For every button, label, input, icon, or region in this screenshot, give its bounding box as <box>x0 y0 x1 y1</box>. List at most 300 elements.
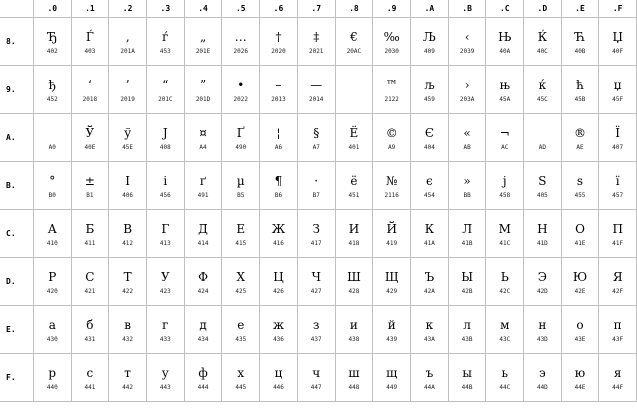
cell-glyph: Б <box>85 221 95 236</box>
code-cell <box>184 18 222 66</box>
cell-unicode-code: 2019 <box>120 95 135 103</box>
cell-unicode-code: 201D <box>195 95 211 103</box>
table-row <box>0 258 637 306</box>
table-row <box>0 306 637 354</box>
code-cell <box>71 306 109 354</box>
cell-unicode-code: 41D <box>536 239 548 247</box>
cell-unicode-code: 439 <box>386 335 398 343</box>
cell-glyph: ї <box>615 173 620 188</box>
code-cell <box>373 258 411 306</box>
cell-unicode-code: 419 <box>386 239 398 247</box>
row-header: E. <box>0 306 34 354</box>
code-cell <box>524 210 562 258</box>
code-cell <box>34 114 72 162</box>
code-cell <box>411 210 449 258</box>
cell-unicode-code: 451 <box>348 191 360 199</box>
code-cell <box>260 306 298 354</box>
column-header: .5 <box>222 0 260 18</box>
cell-unicode-code: 424 <box>197 287 209 295</box>
code-cell <box>34 354 72 402</box>
code-cell <box>411 258 449 306</box>
column-header: .D <box>524 0 562 18</box>
cell-glyph: ¬ <box>499 125 510 140</box>
column-header-row <box>0 0 637 18</box>
cell-unicode-code: 41F <box>612 239 624 247</box>
cell-glyph: Љ <box>422 29 436 44</box>
cell-unicode-code: 44B <box>461 383 473 391</box>
code-cell <box>411 162 449 210</box>
cell-glyph: н <box>538 317 547 332</box>
cell-glyph: г <box>162 317 169 332</box>
cell-unicode-code: 438 <box>348 335 360 343</box>
code-cell <box>184 66 222 114</box>
code-cell <box>34 18 72 66</box>
code-cell <box>486 162 524 210</box>
code-cell <box>486 66 524 114</box>
cell-unicode-code: 40B <box>574 47 586 55</box>
code-cell <box>373 162 411 210</box>
cell-unicode-code: 2014 <box>308 95 324 103</box>
cell-unicode-code: 445 <box>235 383 247 391</box>
cell-unicode-code: 43E <box>574 335 586 343</box>
code-cell <box>71 258 109 306</box>
cell-unicode-code: A4 <box>199 143 207 151</box>
cell-unicode-code: AD <box>538 143 546 151</box>
code-cell <box>109 354 147 402</box>
cell-glyph <box>524 126 561 140</box>
cell-glyph: И <box>348 221 360 236</box>
cell-glyph: з <box>312 317 320 332</box>
codepage-table-body <box>0 18 637 402</box>
code-cell <box>448 18 486 66</box>
code-cell <box>184 258 222 306</box>
cell-glyph: ч <box>312 365 321 380</box>
code-cell <box>599 258 637 306</box>
cell-unicode-code: 433 <box>159 335 171 343</box>
table-row <box>0 210 637 258</box>
row-header: 8. <box>0 18 34 66</box>
cell-glyph: Ь <box>500 269 509 284</box>
code-cell <box>561 354 599 402</box>
cell-unicode-code: 41A <box>423 239 435 247</box>
code-cell <box>448 354 486 402</box>
cell-glyph: Р <box>48 269 57 284</box>
cell-glyph: Г <box>161 221 170 236</box>
code-cell <box>335 258 373 306</box>
cell-glyph: Я <box>612 269 623 284</box>
code-cell <box>335 18 373 66</box>
cell-glyph: Џ <box>612 29 623 44</box>
code-cell <box>71 18 109 66</box>
cell-unicode-code: 446 <box>273 383 284 391</box>
cell-unicode-code: 437 <box>310 335 322 343</box>
cell-unicode-code: 420 <box>46 287 58 295</box>
cell-unicode-code: 44A <box>423 383 435 391</box>
cell-unicode-code: 201E <box>195 47 211 55</box>
cell-glyph: ¤ <box>199 125 207 140</box>
cell-glyph: µ <box>236 173 245 188</box>
cell-unicode-code: 44D <box>536 383 548 391</box>
code-cell <box>599 306 637 354</box>
cell-glyph: Ў <box>85 125 95 140</box>
code-cell <box>146 114 184 162</box>
column-header: .9 <box>373 0 411 18</box>
cell-unicode-code: 440 <box>46 383 58 391</box>
cell-glyph: · <box>314 173 319 188</box>
cell-glyph: У <box>160 269 170 284</box>
code-cell <box>71 162 109 210</box>
code-cell <box>373 210 411 258</box>
code-cell <box>297 258 335 306</box>
code-cell <box>561 66 599 114</box>
table-row <box>0 66 637 114</box>
cell-glyph: » <box>463 173 471 188</box>
cell-unicode-code: 404 <box>423 143 435 151</box>
cell-glyph: и <box>349 317 358 332</box>
cell-glyph: ‚ <box>125 29 130 44</box>
cell-glyph: Ѕ <box>538 173 547 188</box>
cell-unicode-code: 43B <box>461 335 473 343</box>
code-cell <box>260 258 298 306</box>
cell-unicode-code: B7 <box>312 191 320 199</box>
code-cell <box>260 354 298 402</box>
cell-glyph: р <box>48 365 57 380</box>
code-cell <box>260 114 298 162</box>
cell-unicode-code: 425 <box>235 287 247 295</box>
cell-unicode-code: 406 <box>122 191 134 199</box>
cell-glyph: Д <box>198 221 208 236</box>
cell-glyph: ’ <box>125 77 130 92</box>
column-header: .F <box>599 0 637 18</box>
cell-glyph: • <box>237 77 245 92</box>
code-cell <box>335 162 373 210</box>
cell-unicode-code: 436 <box>273 335 284 343</box>
cell-glyph: л <box>463 317 471 332</box>
cell-unicode-code: 432 <box>122 335 134 343</box>
cell-unicode-code: 431 <box>84 335 96 343</box>
cell-glyph: Ф <box>198 269 209 284</box>
code-cell <box>561 162 599 210</box>
code-cell <box>109 306 147 354</box>
cell-glyph: Ю <box>572 269 588 284</box>
cell-glyph: Њ <box>498 29 512 44</box>
cell-unicode-code: 426 <box>273 287 284 295</box>
cell-glyph: Ц <box>273 269 284 284</box>
cell-glyph: € <box>350 29 358 44</box>
cell-unicode-code: 410 <box>46 239 58 247</box>
cell-glyph: § <box>313 125 320 140</box>
cell-glyph: ђ <box>48 77 56 92</box>
code-cell <box>335 306 373 354</box>
code-cell <box>146 162 184 210</box>
cell-unicode-code: 44F <box>612 383 624 391</box>
cell-glyph: Л <box>462 221 473 236</box>
cell-glyph: ъ <box>425 365 434 380</box>
code-cell <box>34 66 72 114</box>
code-cell <box>184 306 222 354</box>
cell-unicode-code: 45A <box>499 95 511 103</box>
row-header: A. <box>0 114 34 162</box>
cell-glyph: к <box>425 317 434 332</box>
cell-glyph: ™ <box>385 77 398 92</box>
column-header: .2 <box>109 0 147 18</box>
code-cell <box>599 66 637 114</box>
cell-glyph: т <box>124 365 131 380</box>
code-cell <box>561 18 599 66</box>
code-cell <box>524 18 562 66</box>
cell-glyph: Э <box>537 269 547 284</box>
code-cell <box>335 354 373 402</box>
cell-unicode-code: 412 <box>122 239 134 247</box>
cell-unicode-code: 2026 <box>233 47 248 55</box>
cell-unicode-code: 422 <box>122 287 134 295</box>
cell-glyph: Ї <box>615 125 621 140</box>
code-cell <box>71 114 109 162</box>
cell-unicode-code: 201C <box>158 95 173 103</box>
code-cell <box>486 114 524 162</box>
cell-unicode-code: 453 <box>159 47 171 55</box>
cell-unicode-code: 421 <box>84 287 96 295</box>
cell-glyph: Ћ <box>574 29 586 44</box>
cell-glyph: о <box>576 317 584 332</box>
cell-glyph: № <box>386 173 398 188</box>
code-cell <box>599 354 637 402</box>
cell-unicode-code: 201A <box>120 47 135 55</box>
cell-glyph: « <box>463 125 471 140</box>
cell-unicode-code: 454 <box>423 191 435 199</box>
cell-glyph: џ <box>613 77 622 92</box>
cell-glyph: ћ <box>576 77 584 92</box>
code-cell <box>524 354 562 402</box>
cell-glyph: П <box>612 221 623 236</box>
code-cell <box>71 66 109 114</box>
cell-unicode-code: 41C <box>499 239 511 247</box>
code-cell <box>109 162 147 210</box>
cell-glyph: ѓ <box>162 29 169 44</box>
cell-glyph: ¦ <box>276 125 281 140</box>
code-cell <box>222 258 260 306</box>
cell-unicode-code: 41B <box>461 239 473 247</box>
code-cell <box>146 66 184 114</box>
cell-glyph: Ґ <box>236 125 245 140</box>
cell-unicode-code: 42F <box>612 287 624 295</box>
cell-unicode-code: 409 <box>423 47 435 55</box>
cell-unicode-code: 2122 <box>384 95 399 103</box>
table-row <box>0 18 637 66</box>
code-cell <box>486 354 524 402</box>
code-cell <box>184 210 222 258</box>
cell-glyph: — <box>310 77 323 92</box>
code-cell <box>146 258 184 306</box>
cell-unicode-code: 428 <box>348 287 360 295</box>
cell-unicode-code: 43C <box>499 335 511 343</box>
cell-glyph: ‘ <box>87 77 92 92</box>
cell-glyph: Ё <box>349 125 359 140</box>
cell-unicode-code: 457 <box>612 191 624 199</box>
code-cell <box>448 306 486 354</box>
cell-unicode-code: 441 <box>84 383 96 391</box>
cell-unicode-code: 434 <box>197 335 209 343</box>
code-cell <box>448 210 486 258</box>
cell-glyph: у <box>161 365 169 380</box>
cell-glyph: й <box>387 317 396 332</box>
cell-unicode-code: 490 <box>235 143 247 151</box>
table-row <box>0 114 637 162</box>
cell-unicode-code: A7 <box>312 143 320 151</box>
cell-glyph: ‰ <box>383 29 400 44</box>
cell-unicode-code: 43F <box>612 335 624 343</box>
cell-glyph: © <box>385 125 398 140</box>
code-cell <box>109 210 147 258</box>
cell-unicode-code: B0 <box>48 191 56 199</box>
code-cell <box>146 18 184 66</box>
cell-glyph: Й <box>386 221 397 236</box>
column-header: .8 <box>335 0 373 18</box>
cell-glyph: е <box>237 317 245 332</box>
code-cell <box>486 306 524 354</box>
cell-unicode-code: 414 <box>197 239 209 247</box>
column-header: .6 <box>260 0 298 18</box>
code-cell <box>411 114 449 162</box>
cell-glyph: ј <box>502 173 507 188</box>
cell-glyph: † <box>275 29 282 44</box>
cell-unicode-code: 203A <box>459 95 475 103</box>
cell-glyph: ф <box>198 365 208 380</box>
cell-glyph: Х <box>236 269 246 284</box>
code-cell <box>411 66 449 114</box>
cell-glyph: і <box>163 173 168 188</box>
cell-glyph: Є <box>424 125 434 140</box>
code-cell <box>297 66 335 114</box>
cell-unicode-code: AE <box>576 143 584 151</box>
code-cell <box>34 162 72 210</box>
code-cell <box>71 354 109 402</box>
cell-glyph: Ѓ <box>85 29 94 44</box>
cell-unicode-code: 418 <box>348 239 360 247</box>
cell-unicode-code: 45B <box>574 95 586 103</box>
code-cell <box>146 306 184 354</box>
cell-glyph: х <box>237 365 245 380</box>
code-cell <box>373 18 411 66</box>
code-cell <box>599 162 637 210</box>
cell-unicode-code: 443 <box>159 383 171 391</box>
cell-glyph: Ъ <box>424 269 435 284</box>
code-cell <box>146 210 184 258</box>
cell-unicode-code: 415 <box>235 239 247 247</box>
column-header: .0 <box>34 0 72 18</box>
cell-unicode-code: 416 <box>273 239 284 247</box>
column-header: .7 <box>297 0 335 18</box>
cell-glyph: п <box>613 317 622 332</box>
code-cell <box>184 162 222 210</box>
code-cell <box>222 210 260 258</box>
cell-glyph: ‡ <box>313 29 320 44</box>
code-cell <box>373 66 411 114</box>
cell-unicode-code: 2030 <box>384 47 399 55</box>
code-cell <box>486 210 524 258</box>
cell-glyph: я <box>613 365 622 380</box>
code-cell <box>373 114 411 162</box>
cell-unicode-code: B1 <box>86 191 94 199</box>
cell-unicode-code: 2116 <box>384 191 399 199</box>
cell-glyph: є <box>426 173 433 188</box>
cell-glyph: Ќ <box>537 29 548 44</box>
cell-unicode-code: 2021 <box>308 47 324 55</box>
code-cell <box>222 66 260 114</box>
cell-unicode-code: 491 <box>197 191 209 199</box>
cell-unicode-code: 459 <box>423 95 435 103</box>
cell-glyph: Щ <box>384 269 399 284</box>
cell-glyph: щ <box>386 365 398 380</box>
cell-unicode-code: 458 <box>499 191 511 199</box>
code-cell <box>448 162 486 210</box>
cell-glyph: ш <box>348 365 360 380</box>
code-cell <box>561 114 599 162</box>
cell-glyph: І <box>125 173 130 188</box>
cell-unicode-code: 403 <box>84 47 96 55</box>
cell-unicode-code: 430 <box>46 335 58 343</box>
cell-unicode-code: 442 <box>122 383 134 391</box>
cell-unicode-code: 449 <box>386 383 398 391</box>
code-cell <box>297 210 335 258</box>
cell-unicode-code: 455 <box>574 191 586 199</box>
code-cell <box>599 18 637 66</box>
cell-glyph: в <box>124 317 131 332</box>
cell-glyph: ќ <box>538 77 547 92</box>
cell-unicode-code: 2039 <box>459 47 475 55</box>
cell-unicode-code: 402 <box>46 47 58 55</box>
code-cell <box>109 66 147 114</box>
code-cell <box>297 114 335 162</box>
code-cell <box>297 18 335 66</box>
cell-glyph: О <box>575 221 585 236</box>
code-cell <box>524 66 562 114</box>
cell-glyph: а <box>48 317 56 332</box>
cell-unicode-code: AB <box>463 143 471 151</box>
cell-glyph: ў <box>124 125 132 140</box>
code-cell <box>222 114 260 162</box>
cell-unicode-code: 45C <box>536 95 548 103</box>
cell-glyph: › <box>464 77 470 92</box>
row-header: 9. <box>0 66 34 114</box>
code-cell <box>599 210 637 258</box>
cell-glyph: Ш <box>347 269 361 284</box>
cell-unicode-code: B5 <box>237 191 245 199</box>
cell-unicode-code: A6 <box>274 143 283 151</box>
cell-glyph: э <box>539 365 546 380</box>
cell-unicode-code: 447 <box>310 383 322 391</box>
code-cell <box>411 354 449 402</box>
table-corner <box>0 0 34 18</box>
cell-glyph: Ч <box>311 269 321 284</box>
cell-glyph: Т <box>123 269 132 284</box>
cell-glyph: З <box>312 221 320 236</box>
code-cell <box>561 306 599 354</box>
code-cell <box>222 162 260 210</box>
code-cell <box>260 66 298 114</box>
code-cell <box>260 18 298 66</box>
cell-glyph: ю <box>574 365 586 380</box>
cell-unicode-code: 448 <box>348 383 360 391</box>
cell-glyph: б <box>86 317 94 332</box>
cell-unicode-code: 2022 <box>233 95 248 103</box>
code-cell <box>524 258 562 306</box>
table-row <box>0 354 637 402</box>
cell-glyph: Ј <box>162 125 168 140</box>
cell-unicode-code: 405 <box>536 191 548 199</box>
code-cell <box>561 210 599 258</box>
cell-glyph <box>336 82 373 96</box>
